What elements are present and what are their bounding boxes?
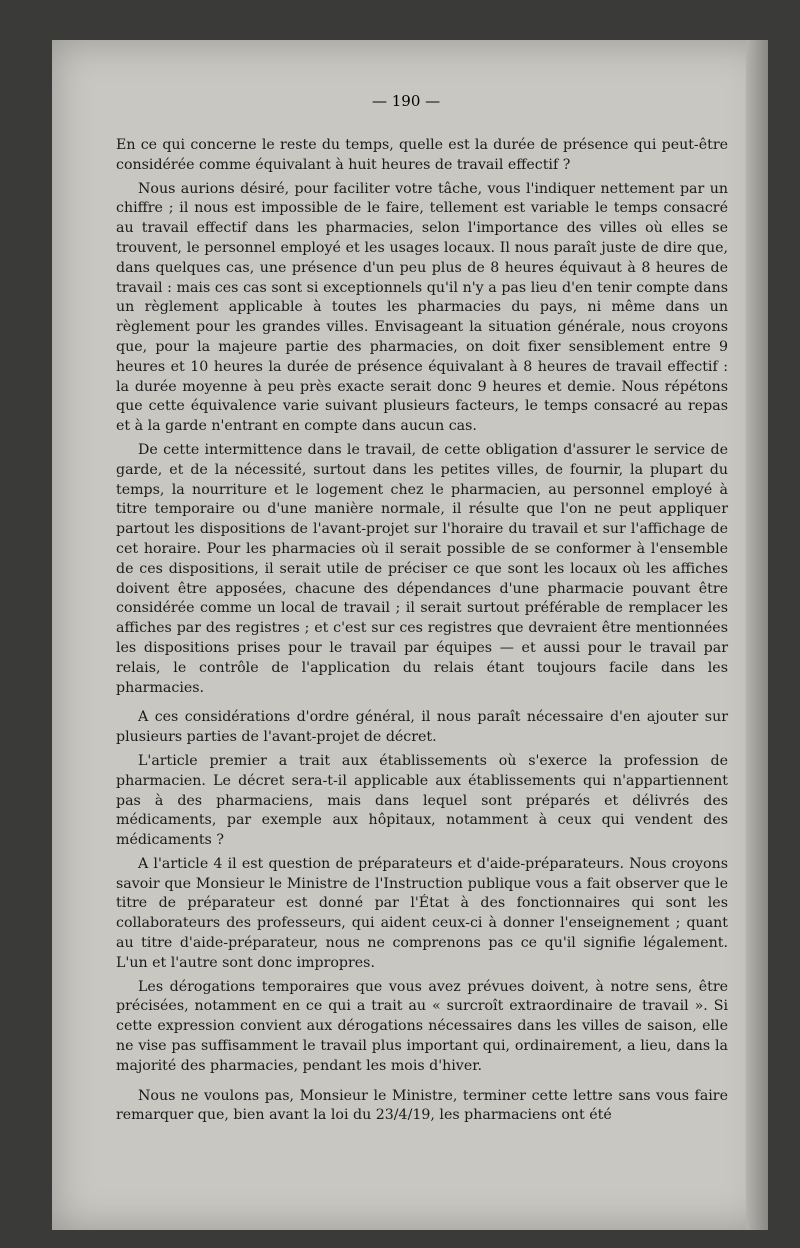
paragraph-4: A ces considérations d'ordre général, il nous paraît nécessaire d'en ajouter sur plusieurs parties de l'avant-projet de décret. [116,709,728,746]
paragraph-2: Nous aurions désiré, pour faciliter votre tâche, vous l'indiquer nettement par un chiffre ; il nous est impossible de le faire, tellement est variable le temps consacré au travail effectif dans les pharmacies, selon l'importance des villes où elles se trouvent, le personnel employé et les usages locaux. Il nous paraît juste de dire que, dans quelques cas, une présence d'un peu plus de 8 heures équivaut à 8 heures de travail : mais ces cas sont si exceptionnels qu'il n'y a pas lieu d'en tenir compte dans un règlement applicable à toutes les pharmacies du pays, ni même dans un règlement pour les grandes villes. Envisageant la situation générale, nous croyons que, pour la majeure partie des pharmacies, on doit fixer sensiblement entre 9 heures et 10 heures la durée de présence équivalant à 8 heures de travail effectif : la durée moyenne à peu près exacte serait donc 9 heures et demie. Nous répétons que cette équivalence varie suivant plusieurs facteurs, le temps consacré au repas et à la garde n'entrant en compte dans aucun cas. [116,180,728,435]
book-spine-edge [746,40,768,1230]
paragraph-1: En ce qui concerne le reste du temps, quelle est la durée de présence qui peut-être considérée comme équivalant à huit heures de travail effectif ? [116,137,728,173]
body-text [116,92,728,1136]
paragraph-3: De cette intermittence dans le travail, de cette obligation d'assurer le service de garde, et de la nécessité, surtout dans les petites villes, de fournir, la plupart du temps, la nourriture et le logement chez le pharmacien, au personnel employé à titre temporaire ou d'une manière normale, il résulte que l'on ne peut appliquer partout les dispositions de l'avant-projet sur l'horaire du travail et sur l'affichage de cet horaire. Pour les pharmacies où il serait possible de se conformer à l'ensemble de ces dispositions, il serait utile de préciser ce que sont les locaux où les affiches doivent être apposées, chacune des dépendances d'une pharmacie pouvant être considérée comme un local de travail ; il serait surtout préférable de remplacer les affiches par des registres ; et c'est sur ces registres que devraient être mentionnées les dispositions prises pour le travail par équipes — et aussi pour le travail par relais, le contrôle de l'application du relais étant toujours facile dans les pharmacies. [116,441,728,696]
paragraph-6: A l'article 4 il est question de préparateurs et d'aide-préparateurs. Nous croyons savoir que Monsieur le Ministre de l'Instruction publique vous a fait observer que le titre de préparateur est donné par l'État à des fonctionnaires qui sont les collaborateurs des professeurs, qui aident ceux-ci à donner l'enseignement ; quant au titre d'aide-préparateur, nous ne comprenons pas ce qu'il signifie légalement. L'un et l'autre sont donc impropres. [116,855,728,971]
paragraph-7: Les dérogations temporaires que vous avez prévues doivent, à notre sens, être précisées, notamment en ce qui a trait au « surcroît extraordinaire de travail ». Si cette expression convient aux dérogations nécessaires dans les villes de saison, elle ne vise pas suffisamment le travail plus important qui, ordinairement, a lieu, dans la majorité des pharmacies, pendant les mois d'hiver. [116,978,728,1074]
page-number: — 190 — [372,92,441,110]
paragraph-8: Nous ne voulons pas, Monsieur le Ministre, terminer cette lettre sans vous faire remarquer que, bien avant la loi du 23/4/19, les pharmaciens ont été [116,1087,728,1124]
paragraph-5: L'article premier a trait aux établissements où s'exerce la profession de pharmacien. Le décret sera-t-il applicable aux établissements qui n'appartiennent pas à des pharmaciens, mais dans lequel sont préparés et délivrés des médicaments, par exemple aux hôpitaux, notamment à ceux qui vendent des médicaments ? [116,752,728,849]
